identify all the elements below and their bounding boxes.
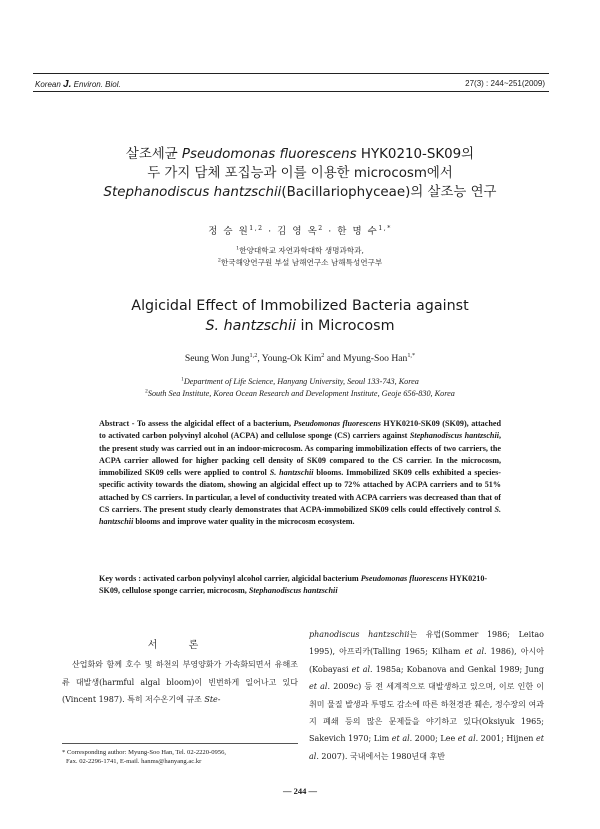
korean-title-text: HYK0210-SK09의 [356, 147, 475, 162]
journal-suffix: Environ. Biol. [73, 80, 121, 89]
body-text: 1985a; Kobanova and Genkal 1989; Jung [372, 664, 544, 674]
et-al: et al. [464, 647, 487, 657]
author-connector: , [257, 353, 262, 364]
korean-authors [0, 223, 600, 237]
english-affiliation-1 [0, 376, 600, 388]
et-al: et al. [309, 682, 331, 692]
species-name: Pseudomonas fluorescens [360, 574, 448, 583]
author-name: 정 승 원 [208, 226, 250, 237]
species-name: Ste- [204, 695, 221, 704]
english-affiliations [0, 376, 600, 400]
page-number: — 244 — [283, 786, 317, 796]
author-name: 김 영 옥 [277, 226, 319, 237]
korean-title-line2: 두 가지 담체 포집능과 이를 이용한 microcosm에서 [147, 166, 453, 181]
korean-affiliation-2 [0, 257, 600, 269]
aff-text: 한양대학교 자연과학대학 생명과학과, [239, 246, 364, 255]
abstract-text: blooms and improve water quality in the microcosm ecosystem. [133, 517, 355, 526]
species-name: S. hantzschii [205, 318, 296, 334]
species-name: phanodiscus hantzschii [309, 630, 410, 639]
abstract-text: , the present study was carried out in an indoor-microcosm. As comparing immobilization effects of two carriers, the ACPA carrier allowed for higher packing cell density of SK09 compared to the CS carrier. In the microcosm, immobilized SK09 cells were applied to control [99, 431, 502, 477]
abstract [99, 418, 501, 528]
et-al: et al. [391, 734, 413, 744]
journal-j: J. [63, 79, 72, 90]
et-al: et al. [351, 664, 373, 674]
header-rule-bottom [33, 91, 549, 92]
korean-title-text: (Bacillariophyceae)의 살조능 연구 [281, 185, 497, 200]
body-right-column [309, 626, 544, 765]
author-sup: 2 [318, 224, 324, 232]
abstract-text: To assess the algicidal effect of a bacterium, [136, 419, 294, 428]
abstract-text: blooms. Immobilized SK09 cells exhibited a species-specific activity towards the diatom, showing an algicidal effect up to 72% attached by ACPA carriers and to 51% attached by CS carriers. In particular, a level of conductivity treated with ACPA carriers was decreased than that of CS carriers. The present study clearly demonstrates that ACPA-immobilized SK09 cells could effectively control [99, 468, 502, 514]
aff-text: 한국해양연구원 부설 남해연구소 남해특성연구부 [220, 258, 383, 267]
abstract-dash: - [129, 419, 137, 428]
aff-sup: 1 [181, 376, 184, 383]
author-name: Myung-Soo Han [343, 353, 408, 364]
journal-name [35, 79, 121, 90]
korean-affiliations [0, 245, 600, 269]
aff-sup: 1 [236, 245, 240, 252]
et-al: et al. [457, 734, 479, 744]
english-title-line2 [0, 316, 600, 336]
body-text: 2000; Lee [412, 734, 458, 744]
korean-title-line1 [0, 145, 600, 164]
author-sup: 1,* [378, 224, 392, 232]
body-text: 2009c) 등 전 세계적으로 대발생하고 있으며, 이로 인한 이취미 물질 발생과 투명도 감소에 따른 하천경관 훼손, 정수장의 여과지 폐쇄 등의 많은 문제들을 야기하고 있다(Oksiyuk 1965; Sakevich 1970; Lim [309, 682, 544, 744]
korean-affiliation-1 [0, 245, 600, 257]
body-left-column [62, 656, 298, 709]
english-authors [0, 353, 600, 364]
footnote [62, 748, 302, 766]
footnote-line: * Corresponding author: Myung-Soo Han, Tel. 02-2220-0956, [62, 749, 227, 756]
keywords [99, 573, 501, 598]
author-separator: · [328, 226, 333, 237]
species-name: Pseudomonas fluorescens [293, 419, 381, 428]
aff-text: Department of Life Science, Hanyang University, Seoul 133-743, Korea [183, 377, 419, 386]
english-title [0, 296, 600, 336]
author-sup: 1,* [407, 351, 416, 359]
species-name: Pseudomonas fluorescens [181, 147, 357, 162]
body-text: 1986), 아시아(Kobayasi [309, 647, 544, 674]
korean-title-line3 [0, 183, 600, 202]
keywords-text: HYK0210-SK09, cellulose sponge carrier, microcosm, [99, 574, 488, 596]
aff-sup: 2 [145, 388, 148, 395]
abstract-text: HYK0210-SK09 (SK09), attached to activated carbon polyvinyl alcohol (ACPA) and cellulose sponge (CS) carriers against [99, 419, 501, 441]
section-title: 서 론 [147, 640, 213, 651]
body-text: 산업화와 함께 호수 및 하천의 부영양화가 가속화되면서 유해조류 대발생(harmful algal bloom)이 빈번하게 일어나고 있다(Vincent 1987). 특히 저수온기에 규조 [62, 660, 298, 704]
korean-title [0, 145, 600, 202]
author-connector: and [324, 353, 344, 364]
species-name: Stephanodiscus hantzschii [103, 185, 282, 200]
footnote-line: Fax. 02-2296-1741, E-mail. hanms@hanyang.ac.kr [66, 758, 202, 765]
keywords-text: activated carbon polyvinyl alcohol carrier, algicidal bacterium [143, 574, 361, 583]
header-rule-top [33, 73, 549, 74]
author-name: Seung Won Jung [184, 353, 250, 364]
author-name: 한 명 수 [337, 226, 379, 237]
english-title-line1: Algicidal Effect of Immobilized Bacteria against [131, 298, 469, 314]
author-sup: 1,2 [249, 351, 258, 359]
author-separator: · [268, 226, 273, 237]
english-affiliation-2 [0, 388, 600, 400]
aff-text: South Sea Institute, Korea Ocean Research and Development Institute, Geoje 656-830, Korea [147, 389, 455, 398]
aff-sup: 2 [217, 257, 221, 264]
species-name: S. hantzschii [269, 468, 314, 477]
author-name: Young-Ok Kim [261, 353, 322, 364]
author-sup: 1,2 [249, 224, 264, 232]
keywords-label: Key words : [99, 574, 144, 583]
korean-title-text: 살조세균 [125, 147, 182, 162]
citation: 27(3) : 244~251(2009) [465, 79, 545, 88]
abstract-label: Abstract [99, 419, 130, 428]
species-name: Stephanodiscus hantzschii [409, 431, 499, 441]
footnote-rule [62, 743, 298, 744]
body-text: 2007). 국내에서는 1980년대 후반 [318, 751, 445, 761]
et-al: et al. [309, 734, 544, 761]
english-title-text: in Microcosm [295, 318, 395, 334]
species-name: Stephanodiscus hantzschii [248, 586, 338, 596]
body-text: 는 유럽(Sommer 1986; Leitao 1995), 아프리카(Talling 1965; Kilham [309, 630, 544, 657]
author-sup: 2 [321, 351, 325, 359]
species-name: S. hantzschii [99, 504, 501, 526]
body-text: 2001; Hijnen [478, 734, 537, 744]
journal-prefix: Korean [35, 80, 61, 89]
